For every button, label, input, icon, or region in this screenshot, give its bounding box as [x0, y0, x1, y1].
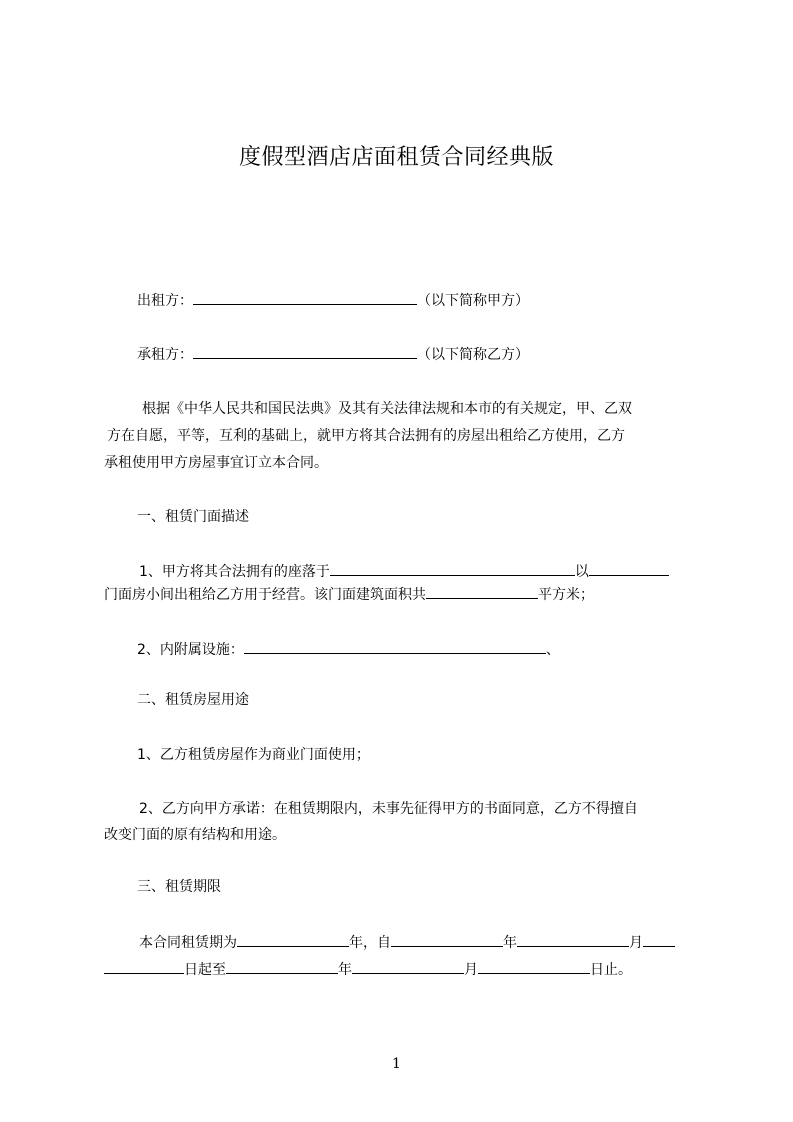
area-blank	[426, 585, 538, 599]
section3-term-line2: 日起至 年 月 日止。	[104, 960, 632, 979]
start-day-blank-part1	[643, 933, 675, 947]
preamble-line-3: 承租使用甲方房屋事宜订立本合同。	[104, 455, 328, 471]
lessee-blank	[193, 345, 417, 359]
section3-term-line1: 本合同租赁期为 年，自 年 月	[139, 933, 675, 952]
section2-item2-line2: 改变门面的原有结构和用途。	[104, 827, 286, 843]
start-month-blank	[517, 933, 629, 947]
document-title: 度假型酒店店面租赁合同经典版	[238, 145, 554, 170]
section1-item1-line1: 1、甲方将其合法拥有的座落于 以	[139, 562, 669, 581]
start-year-blank	[391, 933, 503, 947]
preamble-line-1: 根据《中华人民共和国民法典》及其有关法律法规和本市的有关规定，甲、乙双	[142, 401, 632, 417]
end-day-blank	[478, 960, 590, 974]
start-day-blank-part2	[104, 960, 184, 974]
lessee-label: 承租方：	[137, 347, 193, 363]
lessee-line	[137, 345, 529, 364]
end-month-blank	[352, 960, 464, 974]
end-year-blank	[226, 960, 338, 974]
location-blank	[330, 562, 575, 576]
lessor-label: 出租方：	[137, 293, 193, 309]
lessor-line	[137, 291, 529, 310]
section2-heading: 二、租赁房屋用途	[137, 692, 249, 708]
section1-item1-line2: 门面房小间出租给乙方用于经营。该门面建筑面积共 平方米；	[104, 587, 594, 603]
section1-item2: 2、内附属设施： 、	[137, 642, 560, 658]
section2-item2-line1: 2、乙方向甲方承诺：在租赁期限内，未事先征得甲方的书面同意，乙方不得擅自	[139, 801, 638, 817]
facilities-blank	[244, 640, 546, 654]
lessor-blank	[193, 291, 417, 305]
page-number: 1	[392, 1056, 401, 1072]
lessee-suffix: （以下简称乙方）	[417, 347, 529, 363]
section3-heading: 三、租赁期限	[137, 879, 221, 895]
preamble-line-2: 方在自愿，平等，互利的基础上，就甲方将其合法拥有的房屋出租给乙方使用，乙方	[107, 428, 625, 444]
lessor-suffix: （以下简称甲方）	[417, 293, 529, 309]
section2-item1: 1、乙方租赁房屋作为商业门面使用；	[137, 747, 370, 763]
years-blank	[237, 933, 349, 947]
rooms-blank	[589, 562, 669, 576]
section1-heading: 一、租赁门面描述	[137, 509, 249, 525]
